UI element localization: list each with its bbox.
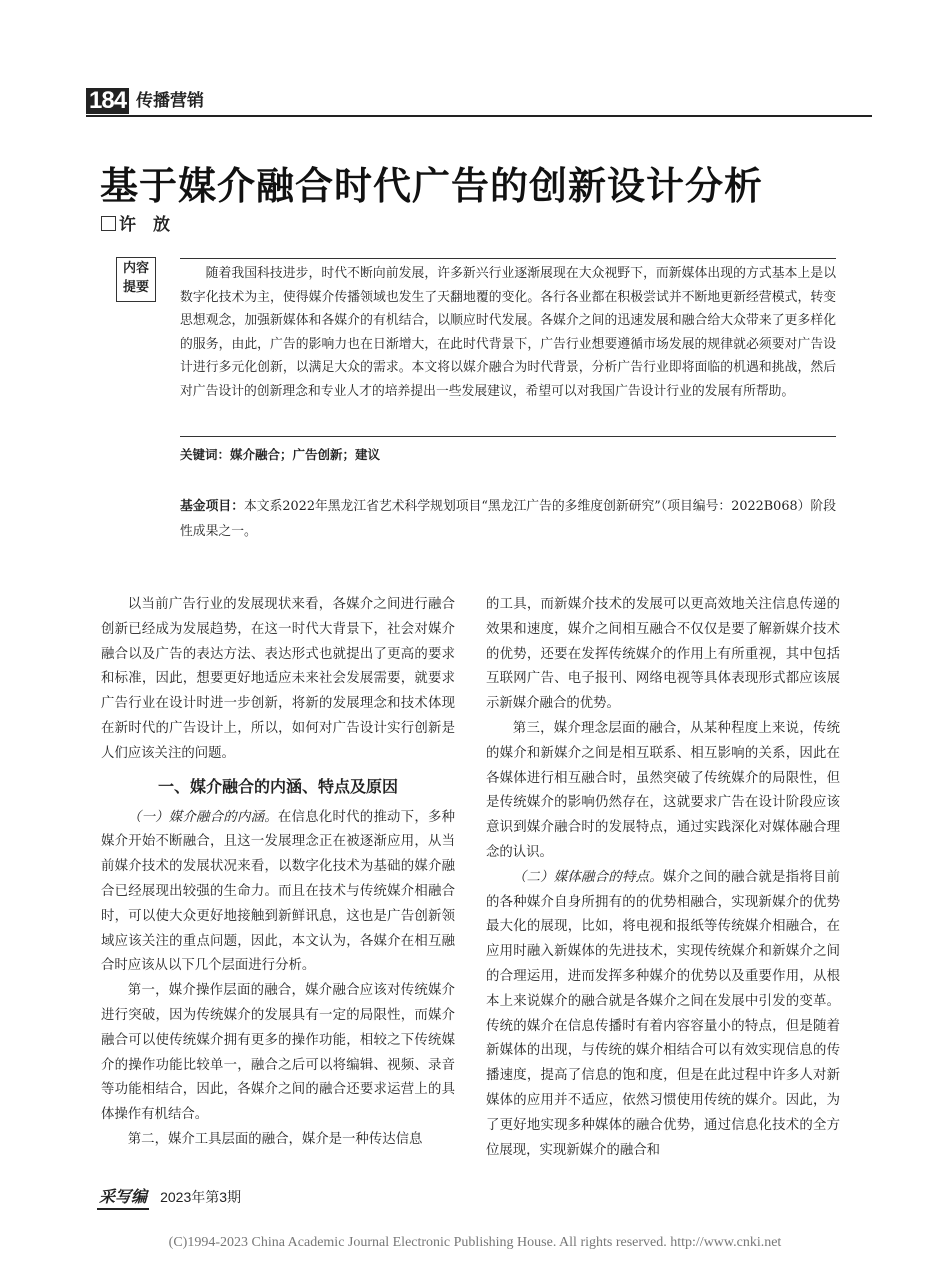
header-rule xyxy=(86,115,872,117)
abstract-label-line1: 内容 xyxy=(122,261,149,276)
subsection-lead: （一）媒介融合的内涵。 xyxy=(127,809,278,825)
section-heading: 一、媒介融合的内涵、特点及原因 xyxy=(157,776,398,796)
paragraph: 以当前广告行业的发展现状来看，各媒介之间进行融合创新已经成为发展趋势，在这一时代大背景下，社会对媒介融合以及广告的表达方法、表达形式也就提出了更高的要求和标准，因此，想要更好地适应未来社会发展需要，就要求广告行业在设计时进一步创新，将新的发展理念和技术体现在新时代的广告设计上，所以，如何对广告设计实行创新是人们应该关注的问题。 xyxy=(101,597,455,761)
article-title: 基于媒介融合时代广告的创新设计分析 xyxy=(100,164,764,208)
journal-logo: 采写编 xyxy=(97,1186,149,1210)
copyright-notice: (C)1994-2023 China Academic Journal Electronic Publishing House. All rights reserved. http://www.cnki.net xyxy=(168,1235,782,1250)
abstract-label xyxy=(116,257,156,302)
paragraph: 第一，媒介操作层面的融合，媒介融合应该对传统媒介进行突破，因为传统媒介的发展具有一定的局限性，而媒介融合可以使传统媒介拥有更多的操作功能，相较之下传统媒介的操作功能比较单一，融合之后可以将编辑、视频、录音等功能相结合，因此，各媒介之间的融合还要求运营上的具体操作有机结合。 xyxy=(101,983,455,1123)
paragraph xyxy=(486,866,840,1164)
body-column-left xyxy=(101,593,455,1153)
abstract-label-line2: 提要 xyxy=(122,280,149,295)
paragraph xyxy=(101,806,455,980)
author xyxy=(101,213,170,237)
issue-label: 2023年第3期 xyxy=(160,1189,242,1205)
section-name: 传播营销 xyxy=(136,91,204,111)
author-box-icon xyxy=(101,216,116,231)
page-header xyxy=(86,88,872,116)
keywords: 关键词：媒介融合；广告创新；建议 xyxy=(180,447,381,462)
abstract-text: 随着我国科技进步，时代不断向前发展，许多新兴行业逐渐展现在大众视野下，而新媒体出现的方式基本上是以数字化技术为主，使得媒介传播领域也发生了天翻地覆的变化。各行各业都在积极尝试并不断地更新经营模式，转变思想观念，加强新媒体和各媒介的有机结合，以顺应时代发展。各媒介之间的迅速发展和融合给大众带来了更多样化的服务，由此，广告的影响力也在日渐增大，在此时代背景下，广告行业想要遵循市场发展的规律就必须要对广告设计进行多元化创新，以满足大众的需求。本文将以媒介融合为时代背景，分析广告行业即将面临的机遇和挑战，然后对广告设计的创新理念和专业人才的培养提出一些发展建议，希望可以对我国广告设计行业的发展有所帮助。 xyxy=(180,266,836,399)
body-column-right xyxy=(486,593,840,1163)
fund-info xyxy=(180,494,836,544)
paragraph-text: 媒介之间的融合就是指将目前的各种媒介自身所拥有的的优势相融合，实现新媒介的优势最大化的展现，比如，将电视和报纸等传统媒介相融合，在应用时融入新媒体的先进技术，实现传统媒介和新媒介之间的合理运用，进而发挥多种媒介的优势以及重要作用，从根本上来说媒介的融合就是各媒介之间在发展中引发的变革。传统的媒介在信息传播时有着内容容量小的特点，但是随着新媒体的出现，与传统的媒介相结合可以有效实现信息的传播速度，提高了信息的饱和度，但是在此过程中许多人对新媒体的应用并不适应，依然习惯使用传统的媒介。因此，为了更好地实现多种媒体的融合优势，通过信息化技术的全方位展现，实现新媒介的融合和 xyxy=(486,869,841,1158)
paragraph: 第二，媒介工具层面的融合，媒介是一种传达信息 xyxy=(127,1131,423,1147)
fund-text: 本文系2022年黑龙江省艺术科学规划项目“黑龙江广告的多维度创新研究”（项目编号：2022B068）阶段性成果之一。 xyxy=(180,499,836,539)
page-footer xyxy=(97,1186,241,1210)
subsection-lead: （二）媒体融合的特点。 xyxy=(512,869,663,885)
abstract-rule-top xyxy=(180,258,836,259)
abstract-rule-bottom xyxy=(180,436,836,437)
paragraph: 的工具，而新媒介技术的发展可以更高效地关注信息传递的效果和速度，媒介之间相互融合不仅仅是要了解新媒介技术的优势，还要在发挥传统媒介的作用上有所重视，其中包括互联网广告、电子报刊、网络电视等具体表现形式都应该展示新媒介融合的优势。 xyxy=(486,597,840,712)
fund-label: 基金项目： xyxy=(180,499,244,514)
page-number: 184 xyxy=(86,88,129,114)
paragraph: 第三，媒介理念层面的融合，从某种程度上来说，传统的媒介和新媒介之间是相互联系、相互影响的关系，因此在各媒体进行相互融合时，虽然突破了传统媒介的局限性，但是传统媒介的影响仍然存在，这就要求广告在设计阶段应该意识到媒介融合时的发展特点，通过实践深化对媒体融合理念的认识。 xyxy=(486,720,840,860)
paragraph-text: 在信息化时代的推动下，多种媒介开始不断融合，且这一发展理念正在被逐渐应用，从当前媒介技术的发展状况来看，以数字化技术为基础的媒介融合已经展现出较强的生命力。而且在技术与传统媒介相融合时，可以使大众更好地接触到新鲜讯息，这也是广告创新领域应该关注的重点问题，因此，本文认为，各媒介在相互融合时应该从以下几个层面进行分析。 xyxy=(101,809,456,974)
author-name: 许 放 xyxy=(119,215,170,235)
